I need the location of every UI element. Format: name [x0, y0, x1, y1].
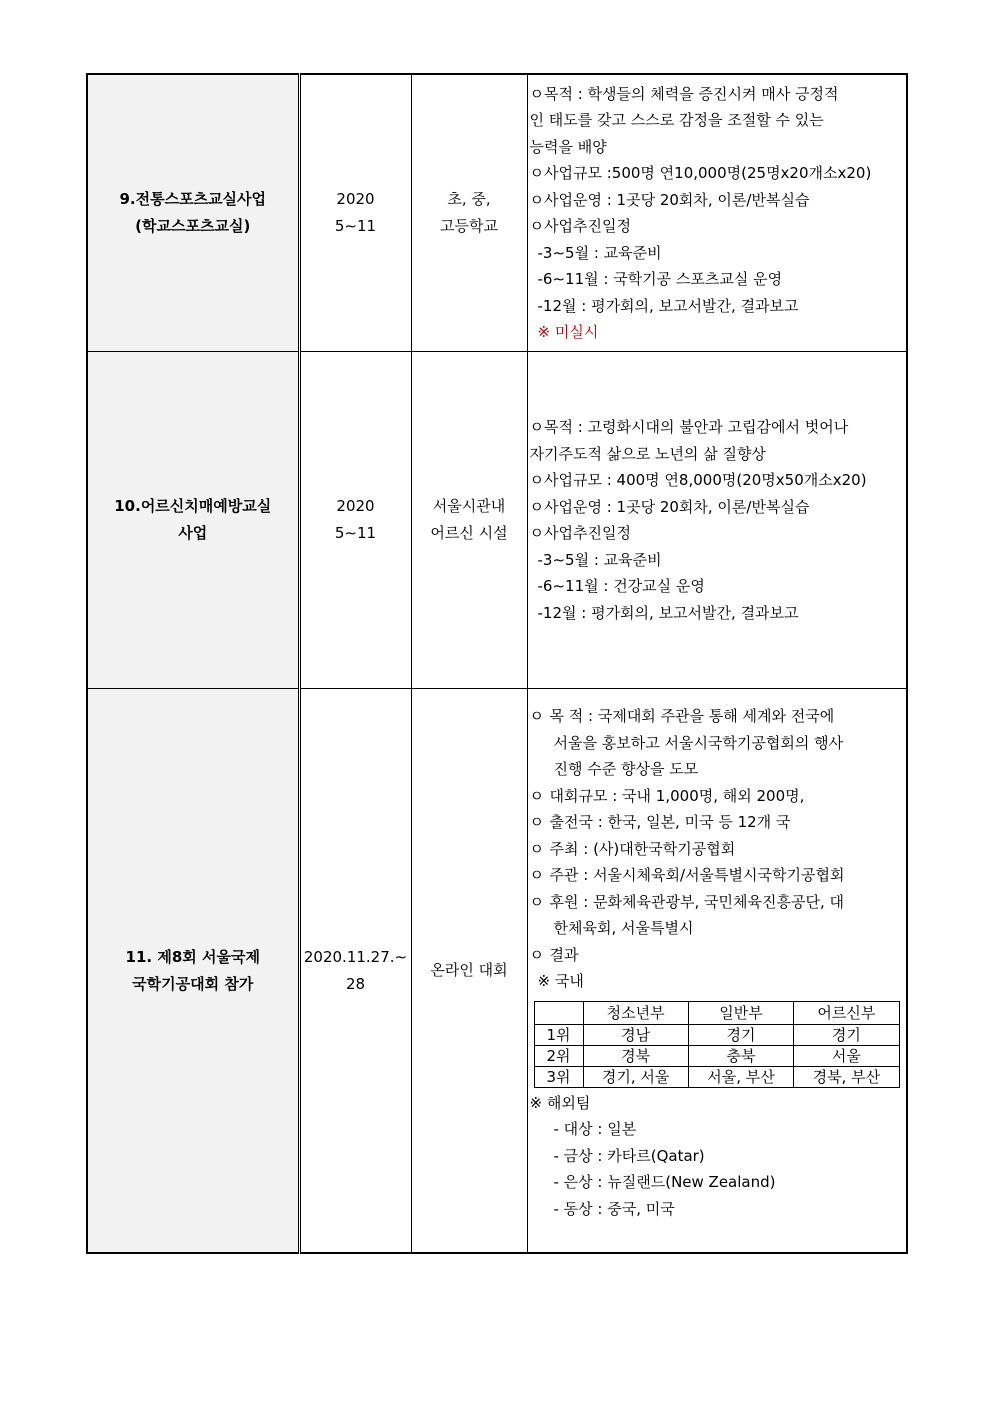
program-name-line: 10.어르신치매예방교실	[114, 497, 272, 515]
results-cell: 경기, 서울	[583, 1066, 688, 1087]
content-line: ㅇ사업운영 : 1곳당 20회차, 이론/반복실습	[529, 190, 810, 209]
bullet-item	[530, 942, 903, 969]
results-cell: 경기	[688, 1024, 793, 1045]
overseas-label: ※ 해외팀	[529, 1093, 591, 1112]
program-table	[86, 73, 908, 1254]
not-executed-note: ※ 미실시	[537, 323, 599, 341]
bullet-text: 주최 : (사)대한국학기공협회	[549, 839, 736, 858]
period-cell	[299, 352, 411, 689]
content-line: ㅇ사업운영 : 1곳당 20회차, 이론/반복실습	[529, 497, 810, 516]
table-row	[87, 689, 907, 1254]
program-name-cell	[87, 352, 299, 689]
period-line: 2020.11.27.∼	[303, 947, 408, 966]
results-header-cell	[534, 1001, 583, 1024]
results-cell: 경기	[794, 1024, 899, 1045]
period-line: 2020	[336, 190, 375, 208]
content-cell	[527, 689, 907, 1254]
content-line: ㅇ사업규모 :500명 연10,000명(25명x20개소x20)	[529, 164, 872, 182]
bullet-item	[530, 783, 903, 810]
content-line: -6∼11월 : 건강교실 운영	[537, 577, 705, 595]
results-row	[534, 1045, 899, 1066]
program-name-line: 11. 제8회 서울국제	[125, 947, 260, 966]
program-name-line: 국학기공대회 참가	[132, 974, 254, 993]
bullet-mark: ㅇ	[529, 707, 544, 725]
table-row	[87, 74, 907, 352]
bullet-item	[530, 889, 903, 916]
content-line: ㅇ사업추진일정	[529, 524, 631, 542]
overseas-item: - 은상 : 뉴질랜드(New Zealand)	[553, 1173, 776, 1191]
results-cell: 경북, 부산	[794, 1066, 899, 1087]
bullet-item	[530, 836, 903, 863]
bullet-text: 목 적 : 국제대회 주관을 통해 세계와 전국에	[549, 707, 835, 725]
target-line: 어르신 시설	[430, 524, 508, 542]
target-cell	[411, 74, 527, 352]
bullet-continuation: 한체육회, 서울특별시	[553, 919, 694, 937]
results-header-cell: 일반부	[688, 1001, 793, 1024]
results-cell: 서울, 부산	[688, 1066, 793, 1087]
program-name-cell	[87, 689, 299, 1254]
period-cell	[299, 74, 411, 352]
content-cell	[527, 74, 907, 352]
program-name-line: (학교스포츠교실)	[135, 217, 251, 235]
content-line: ㅇ목적 : 고령화시대의 불안과 고립감에서 벗어나	[529, 418, 849, 436]
period-cell	[299, 689, 411, 1254]
bullet-mark: ㅇ	[529, 892, 544, 911]
results-header-cell: 청소년부	[583, 1001, 688, 1024]
bullet-mark: ㅇ	[529, 813, 544, 831]
bullet-continuation: 진행 수준 향상을 도모	[553, 760, 699, 778]
content-line: -6∼11월 : 국학기공 스포츠교실 운영	[537, 270, 783, 288]
target-line: 초, 중,	[447, 190, 491, 208]
content-line: 능력을 배양	[529, 137, 607, 156]
period-line: 5∼11	[334, 217, 377, 235]
bullet-text: 출전국 : 한국, 일본, 미국 등 12개 국	[549, 813, 791, 831]
content-line: 자기주도적 삶으로 노년의 삶 질향상	[529, 444, 766, 463]
target-line: 서울시관내	[432, 497, 506, 515]
results-cell: 경북	[583, 1045, 688, 1066]
period-line: 2020	[336, 497, 375, 515]
bullet-text: 후원 : 문화체육관광부, 국민체육진흥공단, 대	[549, 892, 844, 911]
bullet-text: 대회규모 : 국내 1,000명, 해외 200명,	[549, 786, 805, 805]
bullet-mark: ㅇ	[529, 839, 544, 858]
content-line: -12월 : 평가회의, 보고서발간, 결과보고	[537, 296, 799, 315]
content-line: 인 태도를 갖고 스스로 감정을 조절할 수 있는	[529, 111, 824, 129]
bullet-item	[530, 703, 903, 730]
bullet-text: 주관 : 서울시체육회/서울특별시국학기공협회	[549, 866, 845, 884]
bullet-continuation: 서울을 홍보하고 서울시국학기공협회의 행사	[553, 733, 844, 752]
results-table	[534, 1001, 900, 1088]
results-row	[534, 1066, 899, 1087]
target-line: 고등학교	[440, 217, 498, 235]
target-cell	[411, 352, 527, 689]
bullet-mark: ㅇ	[529, 786, 544, 805]
results-header-row	[534, 1001, 899, 1024]
bullet-item	[530, 862, 903, 889]
content-line: -3∼5월 : 교육준비	[537, 243, 662, 262]
overseas-item: - 금상 : 카타르(Qatar)	[553, 1146, 705, 1165]
program-name-cell	[87, 74, 299, 352]
content-line: -3∼5월 : 교육준비	[537, 550, 662, 569]
domestic-label: ※ 국내	[537, 972, 584, 990]
program-name-line: 9.전통스포츠교실사업	[119, 190, 267, 208]
bullet-text: 결과	[549, 945, 579, 964]
bullet-mark: ㅇ	[529, 866, 544, 884]
results-cell: 경남	[583, 1024, 688, 1045]
period-line: 28	[345, 974, 366, 993]
results-header-cell: 어르신부	[794, 1001, 899, 1024]
target-cell	[411, 689, 527, 1254]
bullet-mark: ㅇ	[529, 945, 544, 964]
overseas-item: - 대상 : 일본	[553, 1120, 637, 1138]
results-row	[534, 1024, 899, 1045]
target-line: 온라인 대회	[430, 961, 508, 979]
results-cell: 2위	[534, 1045, 583, 1066]
content-line: ㅇ사업규모 : 400명 연8,000명(20명x50개소x20)	[529, 471, 867, 489]
content-line: -12월 : 평가회의, 보고서발간, 결과보고	[537, 603, 799, 622]
results-cell: 충북	[688, 1045, 793, 1066]
program-name-line: 사업	[178, 524, 208, 542]
content-line: ㅇ사업추진일정	[529, 217, 631, 235]
table-row	[87, 352, 907, 689]
results-cell: 3위	[534, 1066, 583, 1087]
results-cell: 서울	[794, 1045, 899, 1066]
results-cell: 1위	[534, 1024, 583, 1045]
overseas-item: - 동상 : 중국, 미국	[553, 1199, 675, 1218]
content-line: ㅇ목적 : 학생들의 체력을 증진시켜 매사 긍정적	[529, 84, 839, 103]
content-cell	[527, 352, 907, 689]
bullet-item	[530, 809, 903, 836]
period-line: 5∼11	[334, 524, 377, 542]
